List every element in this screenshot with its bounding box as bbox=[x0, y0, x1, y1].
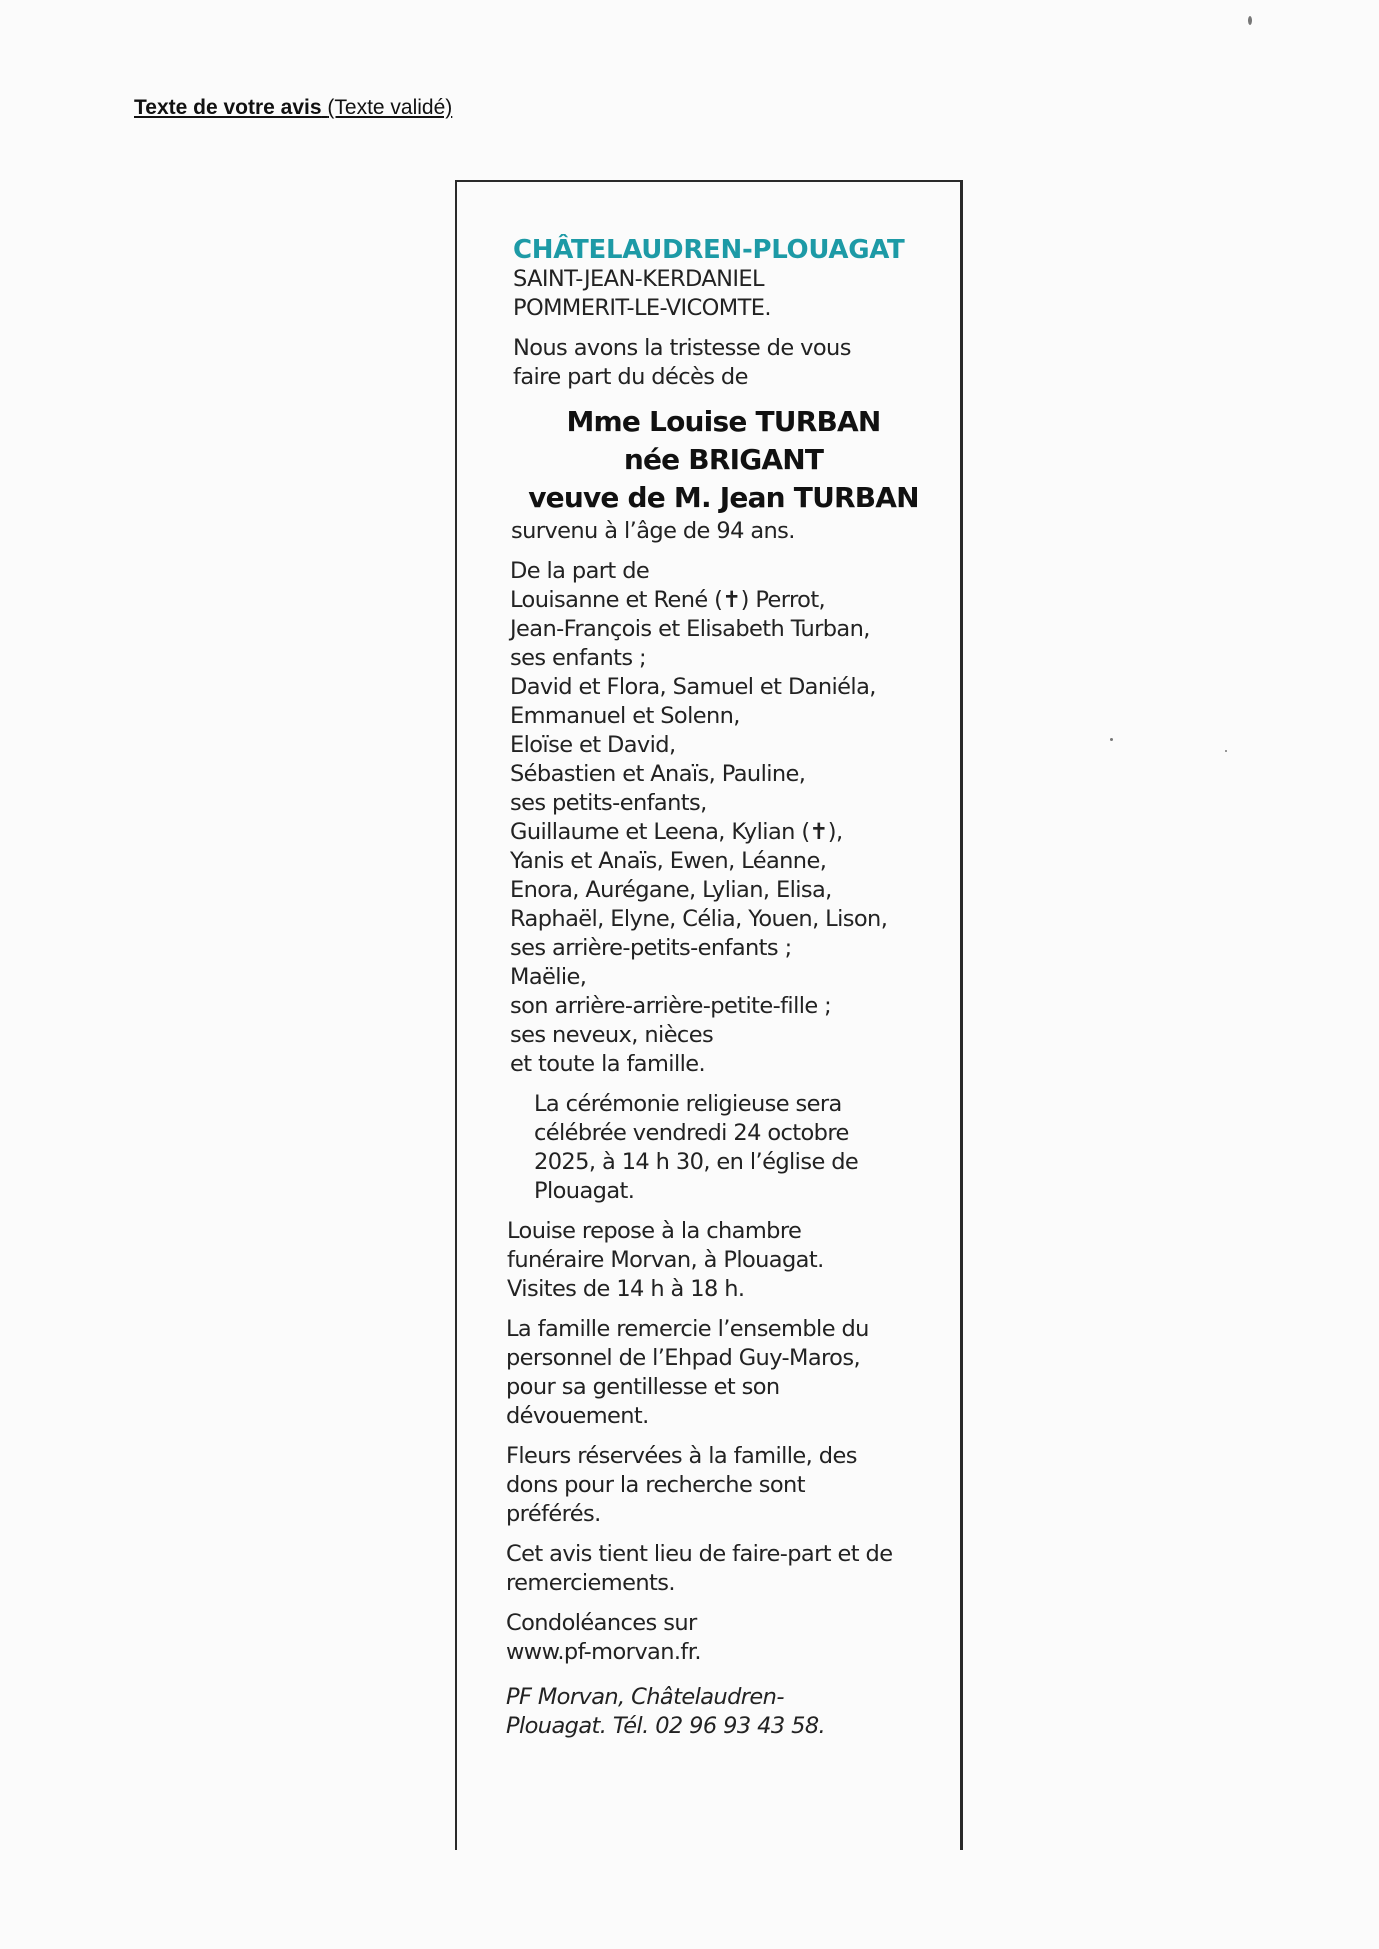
family-line: ses enfants ; bbox=[510, 645, 646, 671]
family-line: David et Flora, Samuel et Daniéla, bbox=[510, 674, 876, 700]
flowers-info bbox=[457, 1442, 960, 1529]
thanks-line: personnel de l’Ehpad Guy-Maros, bbox=[506, 1345, 861, 1371]
family-line: ses neveux, nièces bbox=[510, 1022, 714, 1048]
header-subtitle: (Texte validé) bbox=[327, 96, 453, 119]
family-line: Guillaume et Leena, Kylian (✝), bbox=[510, 819, 843, 845]
family-line: De la part de bbox=[510, 558, 650, 584]
funeral-home-line: PF Morvan, Châtelaudren- bbox=[506, 1684, 784, 1710]
ceremony-line: 2025, à 14 h 30, en l’église de bbox=[534, 1149, 859, 1175]
deceased-name-line: Mme Louise TURBAN bbox=[566, 405, 881, 438]
funeral-home-info bbox=[457, 1683, 960, 1741]
city-primary: CHÂTELAUDREN-PLOUAGAT bbox=[513, 235, 905, 265]
funeral-home-line: Plouagat. Tél. 02 96 93 43 58. bbox=[506, 1713, 826, 1739]
deceased-spouse-line: veuve de M. Jean TURBAN bbox=[528, 481, 919, 514]
scan-speck bbox=[1110, 738, 1113, 741]
family-line: ses petits-enfants, bbox=[510, 790, 707, 816]
intro-line: faire part du décès de bbox=[513, 364, 748, 390]
ceremony-info bbox=[457, 1090, 960, 1206]
family-line: Jean-François et Elisabeth Turban, bbox=[510, 616, 870, 642]
condolences-line: Condoléances sur bbox=[506, 1610, 697, 1636]
family-line: Raphaël, Elyne, Célia, Youen, Lison, bbox=[510, 906, 888, 932]
family-line: Maëlie, bbox=[510, 964, 587, 990]
flowers-line: préférés. bbox=[506, 1501, 601, 1527]
notice-note-line: Cet avis tient lieu de faire-part et de bbox=[506, 1541, 893, 1567]
family-line: Louisanne et René (✝) Perrot, bbox=[510, 587, 826, 613]
obituary-notice-frame bbox=[455, 180, 963, 1850]
scan-speck bbox=[1225, 750, 1227, 752]
flowers-line: Fleurs réservées à la famille, des bbox=[506, 1443, 857, 1469]
ceremony-line: célébrée vendredi 24 octobre bbox=[534, 1120, 849, 1146]
thanks-info bbox=[457, 1315, 960, 1431]
notice-note-line: remerciements. bbox=[506, 1570, 675, 1596]
condolences-info bbox=[457, 1609, 960, 1667]
scan-speck bbox=[1248, 16, 1252, 25]
rest-line: Louise repose à la chambre bbox=[507, 1218, 802, 1244]
thanks-line: pour sa gentillesse et son bbox=[506, 1374, 780, 1400]
ceremony-line: Plouagat. bbox=[534, 1178, 635, 1204]
thanks-line: dévouement. bbox=[506, 1403, 649, 1429]
family-line: son arrière-arrière-petite-fille ; bbox=[510, 993, 832, 1019]
city-line: POMMERIT-LE-VICOMTE. bbox=[513, 295, 771, 321]
family-line: ses arrière-petits-enfants ; bbox=[510, 935, 792, 961]
age-line: survenu à l’âge de 94 ans. bbox=[511, 518, 795, 544]
city-line: SAINT-JEAN-KERDANIEL bbox=[513, 266, 764, 292]
intro-line: Nous avons la tristesse de vous bbox=[513, 335, 851, 361]
deceased-name bbox=[457, 403, 960, 517]
family-line: Enora, Aurégane, Lylian, Elisa, bbox=[510, 877, 832, 903]
header-title: Texte de votre avis bbox=[134, 96, 322, 119]
family-line: Sébastien et Anaïs, Pauline, bbox=[510, 761, 806, 787]
family-list bbox=[457, 557, 960, 1079]
notice-note bbox=[457, 1540, 960, 1598]
page-header bbox=[134, 96, 452, 120]
family-line: Eloïse et David, bbox=[510, 732, 676, 758]
rest-info bbox=[457, 1217, 960, 1304]
obituary-notice bbox=[457, 236, 960, 1752]
rest-line: funéraire Morvan, à Plouagat. bbox=[507, 1247, 824, 1273]
thanks-line: La famille remercie l’ensemble du bbox=[506, 1316, 869, 1342]
condolences-website: www.pf-morvan.fr. bbox=[506, 1639, 701, 1665]
family-line: Emmanuel et Solenn, bbox=[510, 703, 740, 729]
rest-line: Visites de 14 h à 18 h. bbox=[507, 1276, 745, 1302]
flowers-line: dons pour la recherche sont bbox=[506, 1472, 805, 1498]
family-line: Yanis et Anaïs, Ewen, Léanne, bbox=[510, 848, 827, 874]
ceremony-line: La cérémonie religieuse sera bbox=[534, 1091, 842, 1117]
deceased-maiden-name: née BRIGANT bbox=[623, 443, 824, 476]
family-line: et toute la famille. bbox=[510, 1051, 706, 1077]
